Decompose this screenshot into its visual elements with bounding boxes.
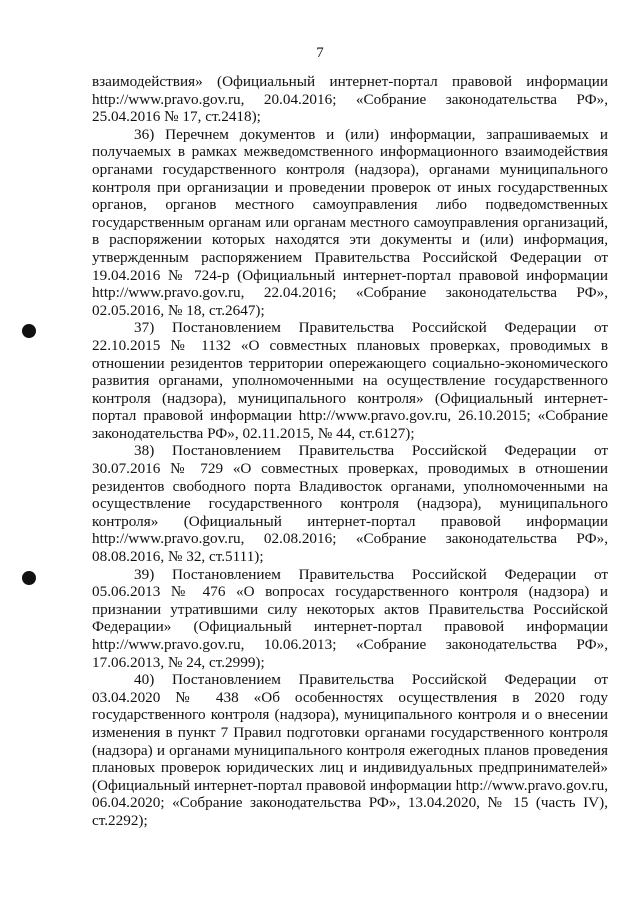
document-body: [92, 73, 608, 830]
binder-hole-top: [22, 324, 36, 338]
list-item-37: 37) Постановлением Правительства Российской Федерации от 22.10.2015 № 1132 «О совместных плановых проверках, проводимых в отношении резидентов территории опережающего социально-экономического развития органами, уполномоченными на осуществление государственного контроля (надзора), муниципального контроля» (Официальный интернет-портал правовой информации http://www.pravo.gov.ru, 26.10.2015; «Собрание законодательства РФ», 02.11.2015, № 44, ст.6127);: [92, 319, 608, 442]
list-item-38: 38) Постановлением Правительства Российской Федерации от 30.07.2016 № 729 «О совместных проверках, проводимых в отношении резидентов свободного порта Владивосток органами, уполномоченными на осуществление государственного контроля (надзора), муниципального контроля» (Официальный интернет-портал правовой информации http://www.pravo.gov.ru, 02.08.2016; «Собрание законодательства РФ», 08.08.2016, № 32, ст.5111);: [92, 442, 608, 566]
paragraph-continuation: взаимодействия» (Официальный интернет-портал правовой информации http://www.pravo.gov.ru, 20.04.2016; «Собрание законодательства РФ», 25.04.2016 № 17, ст.2418);: [92, 73, 608, 126]
page-number: 7: [316, 45, 324, 61]
list-item-40: 40) Постановлением Правительства Российской Федерации от 03.04.2020 № 438 «Об особенностях осуществления в 2020 году государственного контроля (надзора), муниципального контроля и о внесении изменения в пункт 7 Правил подготовки органами государственного контроля (надзора) и органами муниципального контроля ежегодных планов проведения плановых проверок юридических лиц и индивидуальных предпринимателей» (Официальный интернет-портал правовой информации http://www.pravo.gov.ru, 06.04.2020; «Собрание законодательства РФ», 13.04.2020, № 15 (часть IV), ст.2292);: [92, 671, 608, 829]
binder-hole-bottom: [22, 571, 36, 585]
list-item-39: 39) Постановлением Правительства Российской Федерации от 05.06.2013 № 476 «О вопросах государственного контроля (надзора) и признании утратившими силу некоторых актов Правительства Российской Федерации» (Официальный интернет-портал правовой информации http://www.pravo.gov.ru, 10.06.2013; «Собрание законодательства РФ», 17.06.2013, № 24, ст.2999);: [92, 565, 608, 671]
list-item-36: 36) Перечнем документов и (или) информации, запрашиваемых и получаемых в рамках межведомственного информационного взаимодействия органами государственного контроля (надзора), органами муниципального контроля при организации и проведении проверок от иных государственных органов, органов местного самоуправления либо подведомственных государственным органам или органам местного самоуправления организаций, в распоряжении которых находятся эти документы и (или) информация, утвержденным распоряжением Правительства Российской Федерации от 19.04.2016 № 724-р (Официальный интернет-портал правовой информации http://www.pravo.gov.ru, 22.04.2016; «Собрание законодательства РФ», 02.05.2016, № 18, ст.2647);: [92, 125, 608, 319]
